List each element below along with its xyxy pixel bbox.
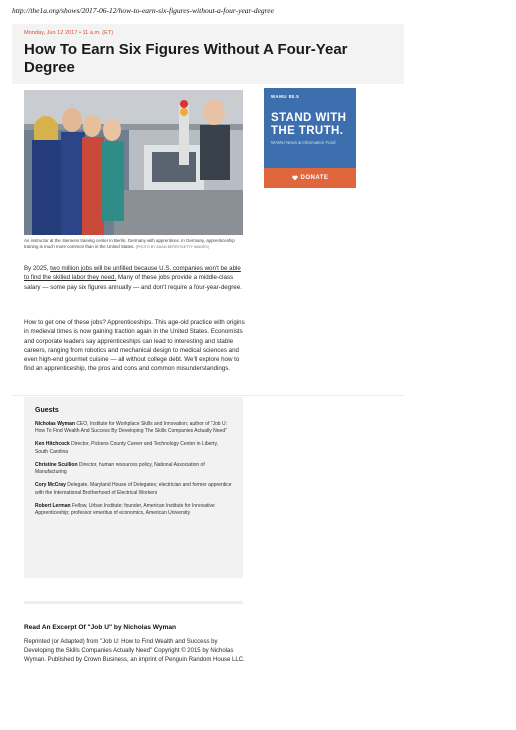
- unfilled-jobs-link[interactable]: two million jobs will be unfilled because U.S. companies won't be able to find the skilled labor they need.: [24, 265, 241, 282]
- guest-desc: Director, human resources policy, National Association of Manufacturing: [35, 461, 205, 476]
- ad-slogan: STAND WITH THE TRUTH.: [271, 112, 347, 137]
- guest-item: [35, 462, 232, 477]
- page-url: http://the1a.org/shows/2017-06-12/how-to-earn-six-figures-without-a-four-year-degree: [12, 6, 274, 15]
- guests-heading: Guests: [35, 407, 59, 414]
- guests-box: [24, 397, 243, 578]
- intro-text-end: Many of these jobs provide a middle-class salary — some pay six figures annually — and don't require a four-year-degree.: [24, 274, 242, 291]
- donate-label: DONATE: [300, 175, 329, 181]
- guest-item: [35, 421, 232, 436]
- photo-credit: (PHOTO BY ADAM BERRY/GETTY IMAGES): [135, 244, 210, 249]
- article-title: How To Earn Six Figures Without A Four-Year Degree: [24, 41, 348, 76]
- guest-desc: CEO, Institute for Workplace Skills and Innovation; author of "Job U: How To Find Wealth And Success By Developing The Skills Companies Actually Need": [35, 421, 227, 435]
- heart-icon: [292, 175, 298, 181]
- excerpt-body: Reprinted (or Adapted) from "Job U: How to Find Wealth and Success by Developing the Skills Companies Actually Need" Copyright © 2015 by Nicholas Wyman. Published by Crown Business, an imprint of Penguin Random House LLC.: [24, 639, 245, 663]
- wamu-ad[interactable]: [264, 88, 356, 188]
- guest-name: Christine Scullion: [35, 461, 78, 468]
- photo-caption: [24, 238, 243, 250]
- guest-name: Cory McCray: [35, 482, 66, 489]
- intro-text-start: By 2025,: [24, 265, 51, 272]
- photo-illustration: [24, 90, 243, 235]
- ad-fund: WAMU News & Information Fund: [271, 140, 336, 145]
- caption-text: An instructor at the Siemens training center in Berlin, Germany with apprentices. In Germany, apprenticeship training is much more common than in the United States.: [24, 238, 235, 249]
- guest-name: Ken Hitchcock: [35, 441, 70, 448]
- guest-item: [35, 441, 232, 456]
- intro-paragraph: [24, 264, 246, 292]
- guest-name: Nicholas Wyman: [35, 421, 75, 427]
- ad-station: WAMU 88.5: [271, 94, 300, 99]
- body-paragraph: How to get one of these jobs? Apprenticeships. This age-old practice with origins in medieval times is now gaining traction again in the United States. Economists and corporate leaders say apprenticeships can lead to interesting and stable careers, ranging from robotics and mechanical design to medical sciences and even high-end gourmet cuisine — all without college debt. We'll explore how to find an apprenticeship, the pros and cons and common misunderstandings.: [24, 319, 245, 373]
- donate-button[interactable]: [264, 168, 356, 188]
- guest-item: [35, 503, 232, 518]
- guest-desc: Director, Pickens County Career and Technology Center in Liberty, South Carolina: [35, 441, 218, 455]
- section-divider: [12, 395, 404, 396]
- guest-desc: Delegate, Maryland House of Delegates; electrician and former apprentice with the International Brotherhood of Electrical Workers: [35, 482, 232, 496]
- excerpt-title: Read An Excerpt Of "Job U" by Nicholas Wyman: [24, 624, 177, 631]
- guest-desc: Fellow, Urban Institute; founder, American Institute for Innovative Apprenticeship; professor emeritus of economics, American University: [35, 502, 215, 517]
- ad-banner: [264, 88, 356, 168]
- guest-item: [35, 482, 232, 497]
- excerpt-divider: [24, 601, 243, 604]
- article-photo: [24, 90, 243, 235]
- article-dateline: Monday, Jun 12 2017 • 11 a.m. (ET): [24, 30, 114, 36]
- guest-name: Robert Lerman: [35, 502, 71, 509]
